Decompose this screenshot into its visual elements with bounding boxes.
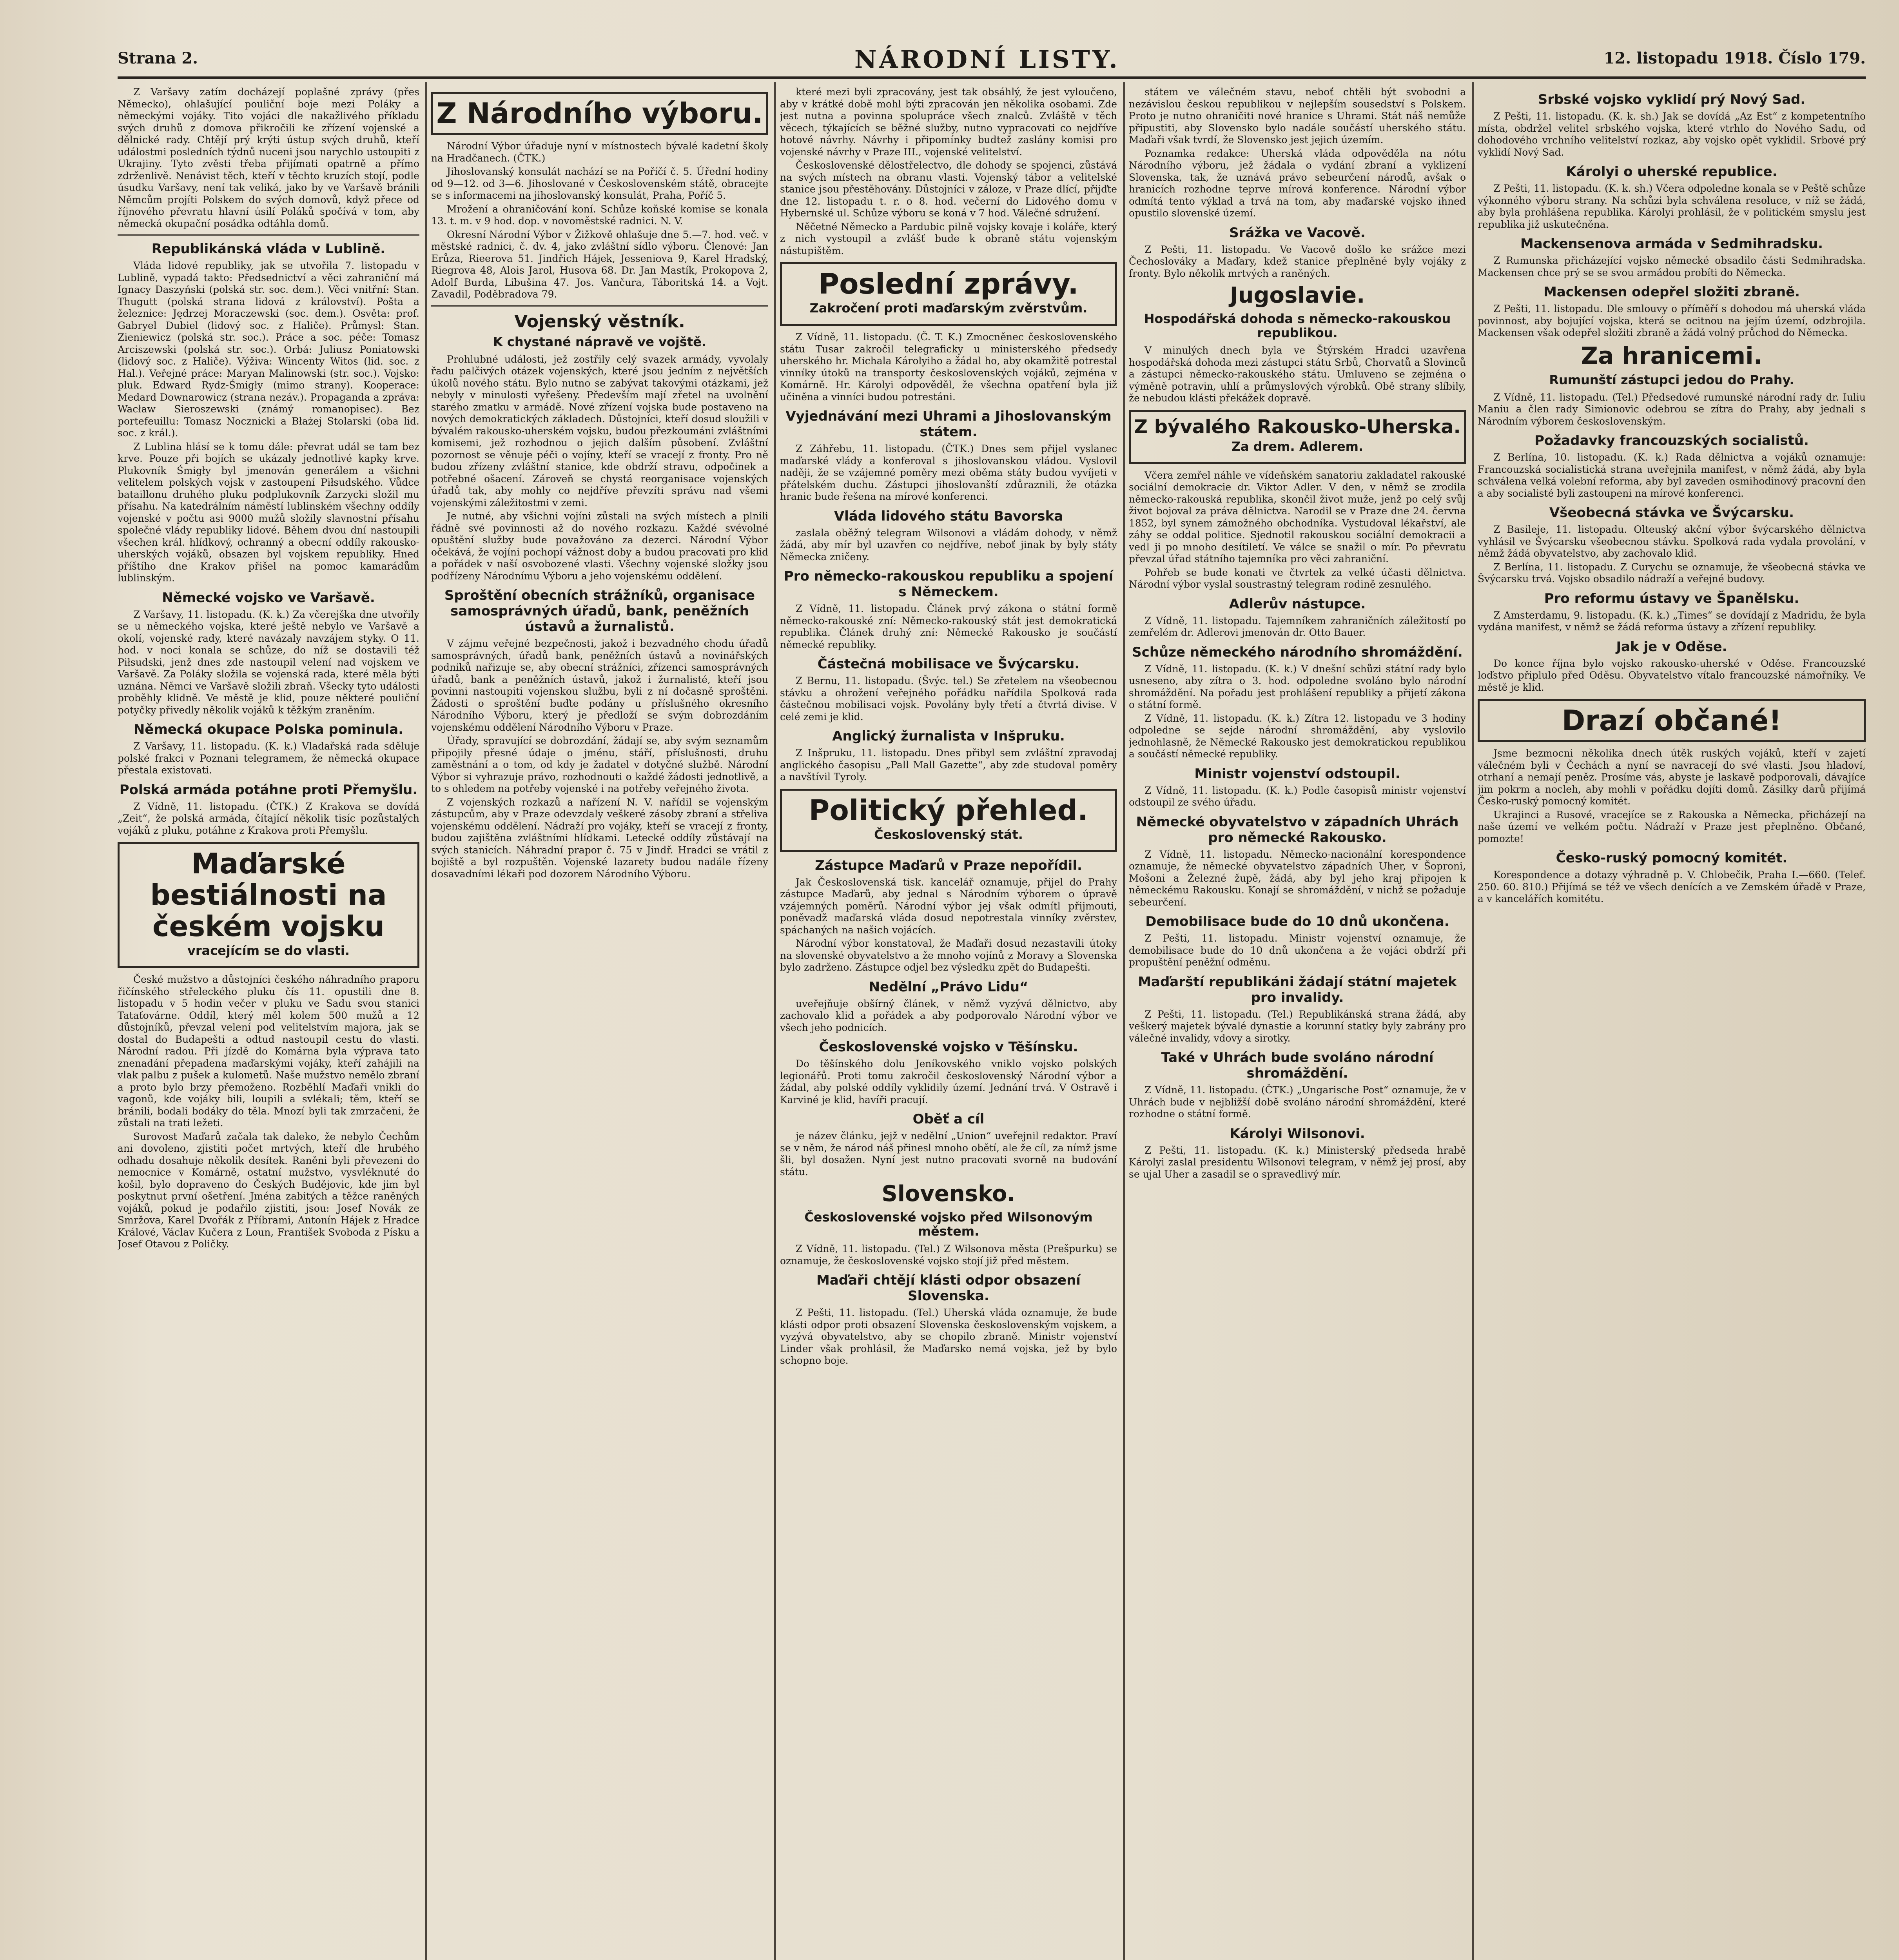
- paragraph: Z Varšavy, 11. listopadu. (K. k.) Za včerejška dne utvořily se u německého vojska, které ještě nebylo ve Varšavě a okolí, vojenské rady, které navázaly navzájem styky. O 11. hod. v noci konala se schůze, do níž se dostavili též Piłsudski, jenž dnes zde nastoupil velení nad vojskem ve Varšavě. Za Poláky složila se vojenská rada, které měla býti uznána. Němci ve Varšavě složili zbraň. Všecky tyto události proběhly klidně. Ve městě je klid, pouze některé pouliční potyčky přivedly několik vojáků k těžkým zraněním.: [118, 608, 419, 716]
- column-divider: [425, 82, 427, 1960]
- page-number: Strana 2.: [118, 49, 198, 67]
- paragraph: Z Vídně, 11. listopadu. (ČTK.) Z Krakova se dovídá „Zeit“, že polská armáda, čítající několik tisíc pozůstalých vojáků z pluku, potáhne z Krakova proti Přemyšlu.: [118, 800, 419, 836]
- paragraph: Jihoslovanský konsulát nachází se na Poříčí č. 5. Úřední hodiny od 9—12. od 3—6. Jihoslované v Československém státě, obracejte se s informacemi na jihoslovanský konsulát, Praha, Poříč 5.: [431, 166, 768, 201]
- paragraph: Z Vídně, 11. listopadu. (Tel.) Předsedové rumunské národní rady dr. Iuliu Maniu a člen rady Simionovic odebrou se zítra do Prahy, aby jednali s Národním výborem československým.: [1478, 391, 1866, 427]
- paragraph: Z Pešti, 11. listopadu. (K. k. sh.) Jak se dovídá „Az Est“ z kompetentního místa, obdržel velitel srbského vojska, které vtrhlo do Nového Sadu, od dohodového vrchního velitelství rozkaz, aby vojsko opět vyklidil. Srbové prý vyklidí Nový Sad.: [1478, 111, 1866, 158]
- paragraph: Z Pešti, 11. listopadu. (Tel.) Republikánská strana žádá, aby veškerý majetek bývalé dynastie a korunní statky byly zabrány pro válečné invalidy, vdovy a sirotky.: [1129, 1008, 1466, 1044]
- paragraph: Okresní Národní Výbor v Žižkově ohlašuje dne 5.—7. hod. več. v městské radnici, č. dv. 4, jako zvláštní sídlo výboru. Členové: Jan Erůza, Rieerova 51. Jindřich Hájek, Jesseniova 9, Karel Hradský, Riegrova 48, Alois Jarol, Husova 68. Dr. Jan Mastík, Prokopova 2, Adolf Burda, Libušina 47. Jos. Vančura, Táboritská 14. a Vojt. Zavadil, Poděbradova 79.: [431, 229, 768, 300]
- paragraph: Z Vídně, 11. listopadu. (K. k.) V dnešní schůzi státní rady bylo usneseno, aby zítra o 3. hod. odpoledne svoláno bylo národní shromáždění. Na pořadu jest prohlášení republiky a přijetí zákona o státní formě.: [1129, 663, 1466, 710]
- column-3: [780, 86, 1117, 1960]
- paragraph: Do těšínského dolu Jeníkovského vniklo vojsko polských legionářů. Proti tomu zakročil československý Národní výbor a žádal, aby polské oddíly vyklidily území. Jednání trvá. V Ostravě i Karviné je klid, havíři pracují.: [780, 1058, 1117, 1105]
- paragraph: Z Vídně, 11. listopadu. (K. k.) Zítra 12. listopadu ve 3 hodiny odpoledne se sejde národní shromáždění, aby vyslovilo jednohlasně, že Německé Rakousko jest demokratickou republikou a součástí německé republiky.: [1129, 712, 1466, 760]
- headline: Oběť a cíl: [912, 1111, 985, 1127]
- paragraph: Z Bernu, 11. listopadu. (Švýc. tel.) Se zřetelem na všeobecnou stávku a ohrožení veřejného pořádku nařídila Spolková rada částečnou mobilisaci vojsk. Povolány byly třetí a čtvrtá divise. V celé zemi je klid.: [780, 675, 1117, 722]
- headline: Pro reformu ústavy ve Španělsku.: [1544, 590, 1799, 606]
- masthead: [118, 45, 1866, 79]
- subheadline: vracejícím se do vlasti.: [187, 943, 350, 958]
- headline: Sproštění obecních strážníků, organisace samosprávných úřadů, bank, peněžních ústavů a žurnalistů.: [444, 588, 755, 635]
- paragraph: Jak Československá tisk. kancelář oznamuje, přijel do Prahy zástupce Maďarů, aby jednal s Národním výborem o úpravě vzájemných poměrů. Národní výbor jej však odmítl přijmouti, poněvadž maďarská vláda dosud nepotrestala vinníky zvěrstev, spáchaných na našich vojácích.: [780, 876, 1117, 936]
- column-4: [1129, 86, 1466, 1960]
- headline: Károlyi o uherské republice.: [1566, 164, 1777, 180]
- subheadline: Československý stát.: [874, 827, 1023, 842]
- paragraph: Z Berlína, 11. listopadu. Z Curychu se oznamuje, že všeobecná stávka ve Švýcarsku trvá. Vojsko obsadilo nádraží a veřejné budovy.: [1478, 561, 1866, 584]
- headline: Republikánská vláda v Lublině.: [151, 241, 386, 257]
- paragraph: je název článku, jejž v nedělní „Union“ uveřejnil redaktor. Praví se v něm, že národ náš přinesl mnoho obětí, ale že cíl, za nímž jsme šli, byl dosažen. Nyní jest nutno pracovati svorně na budování státu.: [780, 1130, 1117, 1178]
- headline: Jugoslavie.: [1230, 283, 1365, 308]
- paragraph: Mrožení a ohraničování koní. Schůze koňské komise se konala 13. t. m. v 9 hod. dop. v novoměstské radnici. N. V.: [431, 203, 768, 227]
- paragraph: Národní Výbor úřaduje nyní v místnostech bývalé kadetní školy na Hradčanech. (ČTK.): [431, 140, 768, 164]
- paragraph: Z Pešti, 11. listopadu. (Tel.) Uherská vláda oznamuje, že bude klásti odpor proti obsazení Slovenska československým vojskem, a vyzývá obyvatelstvo, aby se chopilo zbraně. Ministr vojenství Linder však prohlásil, že Maďarsko nemá vojska, jež by bylo schopno boje.: [780, 1307, 1117, 1366]
- headline: Pro německo-rakouskou republiku a spojení s Německem.: [784, 568, 1114, 600]
- boxed-headline: [780, 789, 1117, 852]
- headline: Československé vojsko v Těšínsku.: [819, 1039, 1078, 1055]
- paragraph: Z Inšpruku, 11. listopadu. Dnes přibyl sem zvláštní zpravodaj anglického časopisu „Pall Mall Gazette“, aby zde studoval poměry a navštívil Tyroly.: [780, 747, 1117, 782]
- paragraph: Z Pešti, 11. listopadu. (K. k. sh.) Včera odpoledne konala se v Peště schůze výkonného výboru strany. Na schůzi byla schválena resoluce, v níž se žádá, aby byla prohlášena republika. Károlyi prohlásil, že v politickém smyslu jest republika již uskutečněna.: [1478, 183, 1866, 230]
- headline: Poslední zprávy.: [818, 267, 1079, 300]
- headline: Mackensen odepřel složiti zbraně.: [1543, 284, 1800, 300]
- paragraph: uveřejňuje obšírný článek, v němž vyzývá dělnictvo, aby zachovalo klid a pořádek a aby podporovalo Národní výbor ve všech jeho podnicích.: [780, 998, 1117, 1033]
- paragraph: Národní výbor konstatoval, že Maďaři dosud nezastavili útoky na slovenské obyvatelstvo a že mnoho vojínů z Moravy a Slovenska bylo zadrženo. Zástupce odjel bez výsledku zpět do Budapešti.: [780, 938, 1117, 973]
- paragraph: Z Amsterdamu, 9. listopadu. (K. k.) „Times“ se dovídají z Madridu, že byla vydána manifest, v němž se žádá reforma ústavy a zřízení republiky.: [1478, 609, 1866, 633]
- headline: Z Národního výboru.: [436, 97, 763, 130]
- paragraph: Prohlubné události, jež zostřily celý svazek armády, vyvolaly řadu palčivých otázek vojenských, které jsou jedním z největších úkolů nového státu. Bylo nutno se zabývat takovými otázkami, jež nebyly v minulosti vyřešeny. Především mají zřetel na uvolnění starého zmatku v armádě. Nové zřízení vojska bude postaveno na nových demokratických základech. Důstojníci, kteří dosud sloužili v bývalém rakousko-uherském vojsku, budou přezkoumáni zvláštními komisemi, jež rozhodnou o jejich dalším působení. Zvláštní pozornost se věnuje péči o vojíny, kteří se vracejí z fronty. Pro ně budou zřízeny zvláštní stanice, kde obdrží stravu, odpočinek a potřebné ošacení. Zároveň se chystá reorganisace vojenských úřadů tak, aby mohly co nejdříve převzíti správu nad všemi vojenskými záležitostmi v zemi.: [431, 353, 768, 508]
- paragraph: Z Rumunska přicházející vojsko německé obsadilo části Sedmihradska. Mackensen chce prý se se svou armádou probíti do Německa.: [1478, 255, 1866, 278]
- headline: Německá okupace Polska pominula.: [133, 722, 404, 737]
- headline: Adlerův nástupce.: [1229, 596, 1366, 612]
- headline: Požadavky francouzských socialistů.: [1534, 433, 1809, 448]
- headline: Politický přehled.: [809, 793, 1088, 827]
- paragraph: Z Pešti, 11. listopadu. (K. k.) Ministerský předseda hrabě Károlyi zaslal presidentu Wilsonovi telegram, v němž jej prosí, aby se ujal Uher a zasadil se o spravedlivý mír.: [1129, 1144, 1466, 1180]
- column-divider: [1472, 82, 1474, 1960]
- headline: Také v Uhrách bude svoláno národní shromáždění.: [1161, 1050, 1434, 1081]
- paragraph: Poznamka redakce: Uherská vláda odpověděla na nótu Národního výboru, jež žádala o vydání zbraní a vyklizení Slovenska, tak, že uznává právo sebeurčení národů, avšak o hranicích rozhodne teprve mírová konference. Národní výbor odmítá tento výklad a trvá na tom, aby maďarské vojsko ihned opustilo slovenské území.: [1129, 147, 1466, 219]
- paragraph: Z Vídně, 11. listopadu. Článek prvý zákona o státní formě německo-rakouské zní: Německo-rakouský stát jest demokratická republika. Článek druhý zní: Německé Rakousko je součástí německé republiky.: [780, 603, 1117, 650]
- paragraph: Československé dělostřelectvo, dle dohody se spojenci, zůstává na svých místech na obranu vlasti. Vojenský tábor a velitelské stanice jsou přestěhovány. Důstojníci v záloze, v Praze dlící, přijďte dne 12. listopadu t. r. o 8. hod. večerní do Lidového domu v Hybernské ul. Schůze výboru se koná v 7 hod. Válečné sdružení.: [780, 160, 1117, 219]
- headline: Slovensko.: [881, 1181, 1016, 1207]
- paragraph: zaslala oběžný telegram Wilsonovi a vládám dohody, v němž žádá, aby mír byl uzavřen co nejdříve, neboť jinak by byly státy Německa zničeny.: [780, 527, 1117, 563]
- paragraph: České mužstvo a důstojníci českého náhradního praporu řičínského střeleckého pluku čís 11. opustili dne 8. listopadu v 5 hodin večer v pluku ve Sadu svou stanici Tataťovárne. Oddíl, který měl kolem 500 mužů a 12 důstojníků, převzal velení pod velitelstvím majora, jak se dostal do Budapešti a odtud nastoupil cestu do vlasti. Národní radou. Při jízdě do Komárna byla výprava tato znenadání přepadena maďarskými vojáky, kteří zahájili na vlak palbu z pušek a kulometů. Naše mužstvo nemělo zbraní a proto bylo brzy přemoženo. Rozběhlí Maďaři vnikli do vagonů, kde vojáky bili, loupili a svlékali; těm, kteří se bránili, bodali bodáky do těla. Mnozí byli tak zmrzačeni, že zůstali na trati ležeti.: [118, 974, 419, 1129]
- subheadline: Za drem. Adlerem.: [1231, 439, 1364, 454]
- paragraph: Korespondence a dotazy výhradně p. V. Chlobečik, Praha I.—660. (Telef. 250. 60. 810.) Přijímá se též ve všech denících a ve Zemském úřadě v Praze, a v kancelářích komitétu.: [1478, 869, 1866, 904]
- paragraph: Z Vídně, 11. listopadu. Tajemníkem zahraničních záležitostí po zemřelém dr. Adlerovi jmenován dr. Otto Bauer.: [1129, 615, 1466, 638]
- paragraph: Z Basileje, 11. listopadu. Olteuský akční výbor švýcarského dělnictva vyhlásil ve Švýcarsku všeobecnou stávku. Spolková rada vydala provolání, v němž žádá obyvatelstvo, aby zachovalo klid.: [1478, 524, 1866, 559]
- headline: Vyjednávání mezi Uhrami a Jihoslovanským státem.: [785, 408, 1112, 440]
- headline: Srážka ve Vacově.: [1229, 225, 1366, 241]
- paragraph: Z Vídně, 11. listopadu. (Tel.) Z Wilsonova města (Prešpurku) se oznamuje, že československé vojsko stojí již před městem.: [780, 1243, 1117, 1267]
- headline: Jak je v Oděse.: [1616, 639, 1727, 655]
- headline: Česko-ruský pomocný komitét.: [1556, 850, 1788, 866]
- column-5: [1478, 86, 1866, 1960]
- paragraph: Jsme bezmocni několika dnech útěk ruských vojáků, kteří v zajetí válečném byli v Čechách a nyní se navracejí do své vlasti. Jsou hladoví, otrhaní a nemají peněz. Prosíme vás, abyste je laskavě podporovali, dávajíce jim pokrm a nocleh, aby mohli v pořádku dojíti domů. Zásilky darů přijímá Česko-ruský pomocný komitét.: [1478, 748, 1866, 807]
- headline: Za hranicemi.: [1581, 342, 1763, 370]
- headline: Všeobecná stávka ve Švýcarsku.: [1549, 505, 1794, 521]
- boxed-headline: [1478, 699, 1866, 742]
- paragraph: V minulých dnech byla ve Štýrském Hradci uzavřena hospodářská dohoda mezi zástupci státu Srbů, Chorvatů a Slovinců a zástupci německo-rakouského státu. Umluveno se zejména o výměně potravin, uhlí a průmyslových výrobků. Obě strany slíbily, že nebudou klásti překážek dopravě.: [1129, 345, 1466, 404]
- paragraph: Z Vídně, 11. listopadu. (ČTK.) „Ungarische Post“ oznamuje, že v Uhrách bude v nejbližší době svoláno národní shromáždění, které rozhodne o státní formě.: [1129, 1084, 1466, 1120]
- paragraph: Pohřeb se bude konati ve čtvrtek za velké účasti dělnictva. Národní výbor vyslal soustrastný telegram rodině zesnulého.: [1129, 566, 1466, 590]
- headline: Drazí občané!: [1562, 704, 1782, 737]
- headline: Vláda lidového státu Bavorska: [834, 508, 1063, 524]
- column-divider: [774, 82, 776, 1960]
- paragraph: které mezi byli zpracovány, jest tak obsáhlý, že jest vyloučeno, aby v krátké době mohl býti zpracován jen několika osobami. Zde jest nutna a povinna spolupráce všech znalců. Zvláště v těch věcech, týkajících se běžné služby, nutno vypracovati co nejdříve hotové návrhy. Návrhy i připomínky budtež zaslány komisi pro vojenské návrhy v Praze III., vojenské velitelství.: [780, 86, 1117, 158]
- column-2: [431, 86, 768, 1960]
- headline: Károlyi Wilsonovi.: [1230, 1125, 1365, 1142]
- paragraph: Úřady, spravující se dobrozdání, žádají se, aby svým seznamům připojily přesné údaje o jménu, stáří, příslušnosti, druhu zaměstnání a o tom, od kdy je žadatel v dotyčné službě. Národní Výbor si vyhrazuje právo, rozhodnouti o každé žádosti jednotlivě, a to s ohledem na potřeby vojenské i na potřeby veřejného života.: [431, 735, 768, 794]
- headline: Srbské vojsko vyklidí prý Nový Sad.: [1538, 92, 1806, 107]
- headline: Maďarské bestiálnosti na českém vojsku: [150, 847, 387, 943]
- paragraph: Z Varšavy zatím docházejí poplašné zprávy (přes Německo), ohlašující pouliční boje mezi Poláky a německými vojáky. Tito vojáci dle nakažlivého příkladu svých druhů z domova přikročili ke zřízení vojenské a dělnické rady. Chtějí prý krýti ústup svých druhů, kteří událostmi posledních týdnů nuceni jsou narychlo ustoupiti z Ukrajiny. Tyto zvěsti třeba přijímati opatrně a přímo zdrženlivě. Nenávist těch, kteří v těchto kruzích stojí, podle úsudku Varšavy, není tak veliká, jako by ve Varšavě bránili Němcům projíti Polskem do svých domovů, když přece od říjnového převratu hlavní úsilí Poláků spočívá v tom, aby německá okupační posádka odtáhla domů.: [118, 86, 419, 229]
- paragraph: Ukrajinci a Rusové, vracejíce se z Rakouska a Německa, přicházejí na naše území ve velkém počtu. Nádraží v Praze jest přeplněno. Občané, pomozte!: [1478, 809, 1866, 844]
- headline: Polská armáda potáhne proti Přemyšlu.: [119, 782, 418, 798]
- paragraph: státem ve válečném stavu, neboť chtěli být svobodni a nezávislou českou republikou v nejlepším sousedství s Polskem. Proto je nutno ohraničiti nové hranice s Uhrami. Stát náš nemůže připustiti, aby Slovensko bylo nadále součástí uherského státu. Maďaři však tvrdí, že Slovensko jest jejich územím.: [1129, 86, 1466, 145]
- paragraph: Z Záhřebu, 11. listopadu. (ČTK.) Dnes sem přijel vyslanec maďarské vlády a konferoval s jihoslovanskou vládou. Vyslovil naději, že se vzájemné poměry mezi oběma státy budou vyvíjeti v přátelském duchu. Zástupci jihoslovanští zdůraznili, že otázka hranic bude řešena na mírové konferenci.: [780, 443, 1117, 502]
- headline: Nedělní „Právo Lidu“: [869, 979, 1028, 995]
- paragraph: Z Vídně, 11. listopadu. (Č. T. K.) Zmocněnec československého státu Tusar zakročil telegraficky u ministerského předsedy uherského hr. Michala Károlyiho a žádal ho, aby okamžitě potrestal vinníky útoků na transporty československých vojáků, zejména v Komárně. Hr. Károlyi odpověděl, že všechna opatření byla již učiněna a vinníci budou potrestáni.: [780, 331, 1117, 403]
- headline: Částečná mobilisace ve Švýcarsku.: [817, 656, 1080, 672]
- paragraph: Vláda lidové republiky, jak se utvořila 7. listopadu v Lublině, vypadá takto: Předsednictví a věci zahraniční má Ignacy Daszyński (polská str. soc. dem.). Věci vnitřní: Stan. Thugutt (polská strana lidová z království). Pošta a železnice: Jędrzej Moraczewski (soc. dem.). Osvěta: prof. Gabryel Dubiel (lidový soc. z Haliče). Průmysl: Stan. Zieniewicz (polská str. soc.). Práce a soc. péče: Tomasz Arciszewski (polská str. soc.). Orbá: Juliusz Poniatowski (lidový soc. z Haliče). Výživa: Wincenty Witos (lid. soc. z Hal.). Veřejné práce: Maryan Malinowski (str. soc.). Vojsko: pluk. Edward Rydz-Śmigły (mimo strany). Kooperace: Medard Downarowicz (strana nezáv.). Propaganda a zpráva: Wacław Sieroszewski (známý romanopisec). Bez portefeuillu: Tomasz Nocznicki a Błażej Stolarski (oba lid. soc. z král.).: [118, 260, 419, 439]
- paragraph: Z Vídně, 11. listopadu. Německo-nacionální korespondence oznamuje, že německé obyvatelstvo západních Uher, v Šoproni, Mošoni a Železné župě, žádá, aby byl jeho kraj připojen k německému Rakousku. Konají se shromáždění, v nichž se požaduje sebeurčení.: [1129, 848, 1466, 908]
- paragraph: Z Pešti, 11. listopadu. Ve Vacově došlo ke srážce mezi Čechoslováky a Maďary, kdež stanice přeplněné byly vojáky z fronty. Bylo několik mrtvých a raněných.: [1129, 243, 1466, 279]
- boxed-headline: [118, 842, 419, 968]
- headline: Vojenský věstník.: [514, 311, 685, 332]
- headline: Ministr vojenství odstoupil.: [1194, 766, 1400, 782]
- paragraph: Z Pešti, 11. listopadu. Dle smlouvy o příměří s dohodou má uherská vláda povinnost, aby bojující vojska, která se ocitnou na jejím území, odzbrojila. Mackensen však odepřel složiti zbraně a žádá volný průchod do Německa.: [1478, 303, 1866, 338]
- headline: Německé obyvatelstvo v západních Uhrách pro německé Rakousko.: [1136, 814, 1459, 846]
- paragraph: Z Lublina hlásí se k tomu dále: převrat udál se tam bez krve. Pouze při bojích se ukázaly jednotlivé kapky krve. Plukovník Śmigły byl jmenován generálem a všichni velitelem polských vojsk v zastoupení Piłsudského. Vůdce bataillonu druhého pluku podplukovník Zarzycki složil mu přísahu. Na katedrálním náměstí lublinském všechny oddíly vojenské v počtu asi 9000 mužů složily slavnostní přísahu společné vlády republiky lidové. Během dvou dní nastoupili všechen král. hlídkový, ochranný a obecní oddíly rakousko-uherských vojáků, obsazen byl vojskem republiky. Hned příštího dne Krakov přišel na pomoc kamarádům lublinským.: [118, 441, 419, 584]
- divider: [118, 234, 419, 236]
- paragraph: V zájmu veřejné bezpečnosti, jakož i bezvadného chodu úřadů samosprávných, úřadů bank, peněžních ústavů a novinářských podniků nařizuje se, aby obecní strážníci, zřízenci samosprávných úřadů, bank a peněžních ústavů, jakož i žurnalisté, kteří jsou povinni nastoupiti vojenskou službu, byli z ní dočasně sproštěni. Žádosti o sproštění buďte podány u příslušného okresního Národního Výboru, který je předloží se svým dobrozdáním vojenskému oddělení Národního Výboru v Praze.: [431, 638, 768, 733]
- paragraph: Z vojenských rozkazů a nařízení N. V. nařídil se vojenským zástupcům, aby v Praze odevzdaly veškeré zásoby zbraní a střeliva vojenskému oddělení. Nádraží pro vojáky, kteří se vracejí z fronty, budou zajištěna zvláštními hlídkami. Letecké oddíly zůstávají na svých stanicích. Náhradní prapor č. 75 v Jindř. Hradci se vrátil z bojiště a byl rozpuštěn. Vojenské lazarety budou nadále řízeny dosavadními lékaři pod dozorem Národního Výboru.: [431, 796, 768, 880]
- issue-date: 12. listopadu 1918. Číslo 179.: [1603, 49, 1866, 67]
- headline: Mackensenova armáda v Sedmihradsku.: [1520, 236, 1823, 252]
- paragraph: Z Varšavy, 11. listopadu. (K. k.) Vladařská rada sděluje polské frakci v Poznani telegramem, že německá okupace přestala existovati.: [118, 740, 419, 776]
- headline: Německé vojsko ve Varšavě.: [162, 590, 375, 606]
- paragraph: Z Berlína, 10. listopadu. (K. k.) Rada dělnictva a vojáků oznamuje: Francouzská socialistická strana uveřejnila manifest, v němž žádá, aby byla schválena velká volební reforma, aby byl zaveden osmihodinový pracovní den a aby socialisté byli zastoupeni na mírové konferenci.: [1478, 452, 1866, 499]
- headline: Anglický žurnalista v Inšpruku.: [832, 728, 1065, 744]
- headline: Zástupce Maďarů v Praze nepořídil.: [815, 857, 1082, 873]
- newspaper-title: NÁRODNÍ LISTY.: [854, 45, 1120, 74]
- paragraph: Je nutné, aby všichni vojíni zůstali na svých místech a plnili řádně své povinnosti až do nového rozkazu. Každé svévolné opuštění služby bude považováno za dezerci. Národní Výbor očekává, že vojíni pochopí vážnost doby a budou pracovati pro klid a pořádek v naší osvobozené vlasti. Všechny vojenské složky jsou podřízeny Národnímu Výboru a jeho vojenskému oddělení.: [431, 510, 768, 582]
- boxed-headline: [1129, 410, 1466, 464]
- divider: [431, 305, 768, 307]
- column-divider: [1123, 82, 1125, 1960]
- paragraph: Do konce října bylo vojsko rakousko-uherské v Oděse. Francouzské loďstvo připlulo před Oděsu. Obyvatelstvo vítalo francouzské námořníky. Ve městě je klid.: [1478, 657, 1866, 693]
- subheadline: Hospodářská dohoda s německo-rakouskou republikou.: [1144, 311, 1451, 340]
- boxed-headline: [780, 262, 1117, 326]
- headline: Demobilisace bude do 10 dnů ukončena.: [1145, 914, 1449, 929]
- subheadline: Zakročení proti maďarským zvěrstvům.: [809, 301, 1088, 316]
- headline: Z bývalého Rakousko-Uherska.: [1134, 416, 1461, 438]
- paragraph: Něčetné Německo a Pardubic pilně vojsky kovaje i koláře, který z nich vystoupil a zvlášť bude k obraně státu vojenským nástupištěm.: [780, 221, 1117, 256]
- paragraph: Surovost Maďarů začala tak daleko, že nebylo Čechům ani dovoleno, zjistiti počet mrtvých, kteří dle hrubého odhadu dosahuje několik desítek. Raněni byli převezeni do nemocnice v Komárně, ostatní mužstvo, vysvléknuté do košil, bylo dopraveno do Českých Budějovic, kde jim byl poskytnut první ošetření. Jména zabitých a těžce raněných vojáků, pokud je podařilo zjistiti, jsou: Josef Novák ze Smržova, Karel Dvořák z Příbrami, Antonín Hájek z Hradce Králové, Václav Kučera z Loun, František Svoboda z Písku a Josef Otavou z Poličky.: [118, 1131, 419, 1250]
- subheadline: K chystané nápravě ve vojště.: [493, 334, 707, 349]
- paragraph: Z Pešti, 11. listopadu. Ministr vojenství oznamuje, že demobilisace bude do 10 dnů ukončena a že vojáci obdrží při propuštění peněžní odměnu.: [1129, 933, 1466, 968]
- headline: Schůze německého národního shromáždění.: [1132, 644, 1463, 660]
- paragraph: Z Vídně, 11. listopadu. (K. k.) Podle časopisů ministr vojenství odstoupil ze svého úřadu.: [1129, 784, 1466, 808]
- subheadline: Rumunští zástupci jedou do Prahy.: [1549, 372, 1794, 387]
- headline: Maďaři chtějí klásti odpor obsazení Slovenska.: [816, 1272, 1081, 1304]
- column-1: [118, 86, 419, 1960]
- boxed-headline: [431, 92, 768, 135]
- subheadline: Československé vojsko před Wilsonovým městem.: [804, 1210, 1093, 1239]
- headline: Maďarští republikáni žádají státní majetek pro invalidy.: [1138, 974, 1457, 1005]
- paragraph: Včera zemřel náhle ve vídeňském sanatoriu zakladatel rakouské sociální demokracie dr. Viktor Adler. V den, v němž se zrodila německo-rakouská republika, skončil život muže, jenž po celý svůj život bojoval za práva dělnictva. Narodil se v Praze dne 24. června 1852, byl synem zámožného obchodníka. Vystudoval lékařství, ale záhy se oddal politice. Sjednotil rakouskou sociální demokracii a vedl ji po mnoho desítiletí. Ve válce se snažil o mír. Po převratu převzal úřad státního tajemníka pro věci zahraniční.: [1129, 469, 1466, 564]
